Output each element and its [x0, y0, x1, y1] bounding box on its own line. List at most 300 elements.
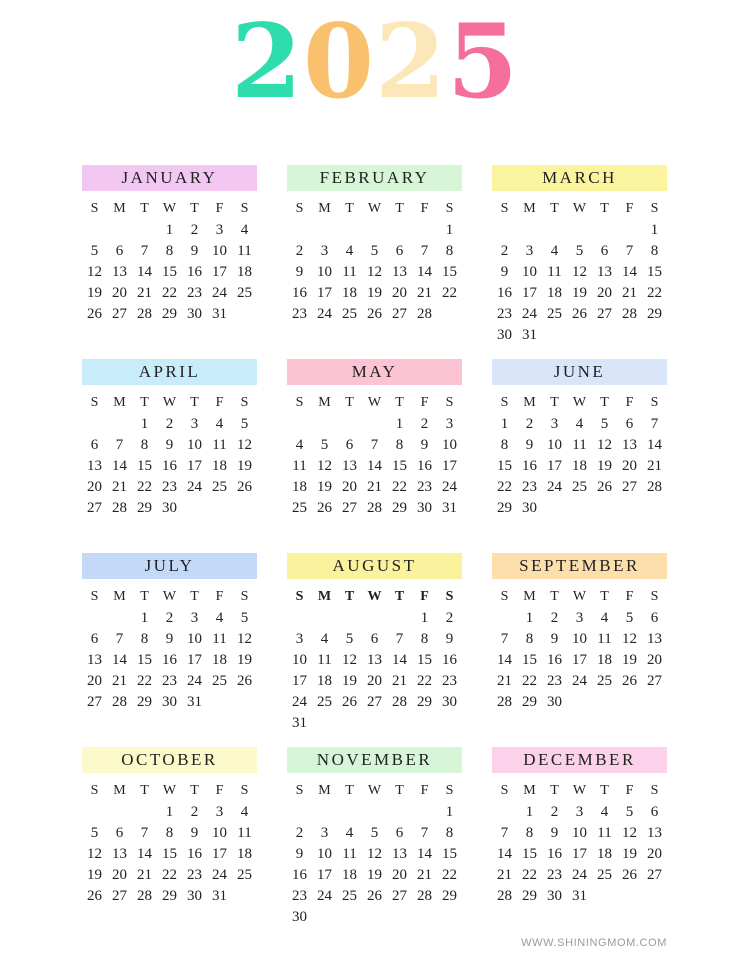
day-cell: 28	[497, 888, 512, 904]
empty-day-cell	[82, 608, 107, 629]
day-cell: 17	[442, 458, 457, 474]
day-cell: 19	[622, 652, 637, 668]
day-cell: 24	[547, 479, 562, 495]
empty-day-cell	[617, 886, 642, 907]
day-cell: 5	[370, 243, 379, 259]
day-cell: 24	[317, 306, 332, 322]
day-cell: 17	[187, 652, 202, 668]
empty-day-cell	[592, 886, 617, 907]
day-cell: 2	[420, 416, 429, 432]
day-cell: 10	[442, 437, 457, 453]
day-cell: 23	[187, 867, 202, 883]
day-cell: 20	[367, 673, 382, 689]
empty-day-cell	[287, 802, 312, 823]
day-cell: 13	[392, 264, 407, 280]
empty-day-cell	[362, 608, 387, 629]
empty-day-cell	[362, 414, 387, 435]
day-cell: 15	[442, 264, 457, 280]
day-cell: 1	[445, 222, 454, 238]
day-of-week-header: S	[90, 201, 99, 216]
day-cell: 10	[572, 631, 587, 647]
day-of-week-header: M	[318, 201, 331, 216]
day-of-week-header: T	[190, 589, 199, 604]
empty-day-cell	[617, 498, 642, 519]
day-cell: 31	[522, 327, 537, 343]
day-cell: 2	[190, 804, 199, 820]
day-cell: 8	[445, 825, 454, 841]
empty-day-cell	[107, 802, 132, 823]
empty-day-cell	[362, 220, 387, 241]
day-cell: 4	[345, 825, 354, 841]
day-cell: 3	[190, 416, 199, 432]
day-cell: 12	[367, 846, 382, 862]
day-cell: 13	[87, 652, 102, 668]
day-cell: 12	[597, 437, 612, 453]
day-cell: 16	[292, 867, 307, 883]
day-cell: 24	[212, 867, 227, 883]
empty-day-cell	[362, 802, 387, 823]
empty-day-cell	[617, 220, 642, 241]
day-cell: 28	[417, 888, 432, 904]
day-cell: 2	[550, 804, 559, 820]
day-cell: 3	[320, 825, 329, 841]
month-july	[82, 553, 257, 747]
day-cell: 26	[622, 867, 637, 883]
day-cell: 5	[625, 804, 634, 820]
day-cell: 20	[647, 652, 662, 668]
day-cell: 13	[392, 846, 407, 862]
day-cell: 27	[342, 500, 357, 516]
day-of-week-header: S	[445, 395, 454, 410]
month-banner: APRIL	[82, 359, 257, 385]
day-cell: 10	[212, 243, 227, 259]
day-cell: 5	[240, 610, 249, 626]
empty-day-cell	[107, 608, 132, 629]
month-june	[492, 359, 667, 553]
day-cell: 25	[212, 673, 227, 689]
empty-day-cell	[567, 325, 592, 346]
empty-day-cell	[412, 802, 437, 823]
empty-day-cell	[312, 414, 337, 435]
day-of-week-header: F	[215, 589, 224, 604]
day-cell: 10	[547, 437, 562, 453]
day-cell: 13	[112, 264, 127, 280]
empty-day-cell	[337, 220, 362, 241]
day-cell: 19	[367, 867, 382, 883]
day-cell: 15	[497, 458, 512, 474]
day-cell: 6	[600, 243, 609, 259]
day-cell: 10	[187, 437, 202, 453]
month-day-grid	[82, 779, 257, 907]
year-digit: 2	[231, 2, 304, 122]
year-digit: 0	[303, 2, 375, 122]
day-of-week-header: S	[90, 589, 99, 604]
empty-day-cell	[82, 414, 107, 435]
day-cell: 27	[597, 306, 612, 322]
day-cell: 28	[137, 888, 152, 904]
day-cell: 25	[572, 479, 587, 495]
empty-day-cell	[387, 608, 412, 629]
day-cell: 28	[137, 306, 152, 322]
day-cell: 7	[420, 243, 429, 259]
day-cell: 16	[547, 652, 562, 668]
day-cell: 25	[342, 306, 357, 322]
day-of-week-header: S	[295, 201, 304, 216]
day-cell: 26	[87, 306, 102, 322]
day-cell: 23	[522, 479, 537, 495]
day-of-week-header: M	[523, 783, 536, 798]
day-of-week-header: W	[572, 783, 587, 798]
day-cell: 30	[292, 909, 307, 925]
year-digit: 2	[375, 2, 447, 122]
day-of-week-header: F	[215, 395, 224, 410]
day-cell: 27	[87, 694, 102, 710]
empty-day-cell	[642, 886, 667, 907]
empty-day-cell	[437, 713, 462, 734]
day-cell: 17	[187, 458, 202, 474]
day-cell: 17	[212, 846, 227, 862]
footer-url: WWW.SHININGMOM.COM	[521, 937, 667, 949]
day-cell: 28	[392, 694, 407, 710]
day-of-week-header: F	[420, 589, 429, 604]
day-of-week-header: W	[367, 589, 382, 604]
day-cell: 27	[647, 673, 662, 689]
empty-day-cell	[287, 608, 312, 629]
day-of-week-header: T	[345, 395, 354, 410]
day-cell: 17	[547, 458, 562, 474]
day-cell: 30	[547, 888, 562, 904]
day-cell: 1	[650, 222, 659, 238]
day-of-week-header: M	[317, 589, 332, 604]
day-of-week-header: F	[420, 395, 429, 410]
month-day-grid	[492, 197, 667, 346]
day-cell: 25	[237, 867, 252, 883]
empty-day-cell	[232, 692, 257, 713]
day-cell: 14	[497, 652, 512, 668]
empty-day-cell	[287, 220, 312, 241]
day-cell: 24	[572, 673, 587, 689]
day-of-week-header: M	[113, 783, 126, 798]
day-cell: 27	[112, 888, 127, 904]
empty-day-cell	[312, 608, 337, 629]
day-of-week-header: T	[395, 395, 404, 410]
day-cell: 20	[87, 479, 102, 495]
day-cell: 3	[215, 222, 224, 238]
day-cell: 2	[295, 243, 304, 259]
day-of-week-header: F	[420, 783, 429, 798]
day-of-week-header: M	[523, 201, 536, 216]
day-cell: 18	[317, 673, 332, 689]
day-cell: 21	[417, 285, 432, 301]
empty-day-cell	[642, 498, 667, 519]
day-cell: 16	[497, 285, 512, 301]
day-cell: 10	[212, 825, 227, 841]
day-cell: 28	[647, 479, 662, 495]
day-cell: 11	[342, 846, 357, 862]
empty-day-cell	[567, 220, 592, 241]
day-cell: 27	[392, 888, 407, 904]
empty-day-cell	[492, 802, 517, 823]
month-banner: MARCH	[492, 165, 667, 191]
day-cell: 30	[187, 888, 202, 904]
day-cell: 14	[112, 652, 127, 668]
day-of-week-header: M	[523, 395, 536, 410]
day-cell: 7	[115, 437, 124, 453]
empty-day-cell	[617, 325, 642, 346]
day-cell: 30	[187, 306, 202, 322]
day-of-week-header: S	[295, 589, 304, 604]
day-cell: 4	[320, 631, 329, 647]
day-cell: 17	[572, 846, 587, 862]
empty-day-cell	[362, 713, 387, 734]
day-cell: 3	[575, 804, 584, 820]
day-cell: 8	[140, 437, 149, 453]
day-cell: 6	[650, 804, 659, 820]
day-cell: 6	[395, 243, 404, 259]
day-cell: 20	[112, 285, 127, 301]
day-cell: 16	[547, 846, 562, 862]
day-of-week-header: S	[500, 783, 509, 798]
day-cell: 16	[162, 652, 177, 668]
month-banner: MAY	[287, 359, 462, 385]
month-november	[287, 747, 462, 941]
day-of-week-header: T	[394, 589, 405, 604]
month-day-grid	[287, 585, 462, 734]
day-cell: 10	[572, 825, 587, 841]
day-cell: 2	[500, 243, 509, 259]
day-cell: 9	[550, 825, 559, 841]
day-cell: 20	[342, 479, 357, 495]
day-cell: 23	[292, 888, 307, 904]
month-october	[82, 747, 257, 941]
day-cell: 18	[597, 846, 612, 862]
day-cell: 17	[522, 285, 537, 301]
day-cell: 7	[500, 825, 509, 841]
day-cell: 22	[162, 867, 177, 883]
day-cell: 29	[497, 500, 512, 516]
day-cell: 11	[597, 825, 612, 841]
day-cell: 8	[395, 437, 404, 453]
day-cell: 15	[137, 458, 152, 474]
day-cell: 29	[162, 888, 177, 904]
month-banner: DECEMBER	[492, 747, 667, 773]
empty-day-cell	[387, 907, 412, 928]
day-of-week-header: S	[240, 783, 249, 798]
day-cell: 21	[367, 479, 382, 495]
day-cell: 30	[522, 500, 537, 516]
day-cell: 18	[237, 264, 252, 280]
day-of-week-header: F	[215, 783, 224, 798]
day-cell: 17	[317, 867, 332, 883]
day-cell: 23	[497, 306, 512, 322]
day-cell: 9	[550, 631, 559, 647]
day-cell: 18	[292, 479, 307, 495]
day-cell: 1	[525, 610, 534, 626]
day-cell: 25	[292, 500, 307, 516]
day-of-week-header: T	[140, 589, 149, 604]
day-cell: 21	[622, 285, 637, 301]
day-of-week-header: S	[650, 783, 659, 798]
day-cell: 16	[522, 458, 537, 474]
day-cell: 16	[442, 652, 457, 668]
day-cell: 7	[115, 631, 124, 647]
day-cell: 7	[140, 243, 149, 259]
empty-day-cell	[337, 608, 362, 629]
empty-day-cell	[492, 220, 517, 241]
day-cell: 8	[500, 437, 509, 453]
day-cell: 29	[392, 500, 407, 516]
day-cell: 30	[162, 500, 177, 516]
day-cell: 12	[572, 264, 587, 280]
day-of-week-header: W	[572, 395, 587, 410]
day-cell: 8	[650, 243, 659, 259]
day-cell: 1	[420, 610, 429, 626]
day-of-week-header: T	[395, 201, 404, 216]
day-cell: 14	[622, 264, 637, 280]
day-of-week-header: T	[190, 783, 199, 798]
day-cell: 16	[417, 458, 432, 474]
day-cell: 9	[190, 825, 199, 841]
day-cell: 11	[212, 631, 227, 647]
day-cell: 9	[165, 631, 174, 647]
month-banner: SEPTEMBER	[492, 553, 667, 579]
day-cell: 22	[417, 673, 432, 689]
day-cell: 10	[522, 264, 537, 280]
day-cell: 19	[597, 458, 612, 474]
day-cell: 12	[342, 652, 357, 668]
day-cell: 15	[647, 264, 662, 280]
day-of-week-header: S	[445, 201, 454, 216]
empty-day-cell	[362, 907, 387, 928]
day-cell: 11	[547, 264, 562, 280]
day-cell: 17	[292, 673, 307, 689]
day-of-week-header: S	[445, 783, 454, 798]
day-cell: 8	[140, 631, 149, 647]
day-cell: 11	[292, 458, 307, 474]
month-banner: AUGUST	[287, 553, 462, 579]
day-of-week-header: T	[190, 201, 199, 216]
day-cell: 31	[442, 500, 457, 516]
day-cell: 20	[597, 285, 612, 301]
day-cell: 3	[215, 804, 224, 820]
month-march	[492, 165, 667, 359]
day-cell: 10	[317, 264, 332, 280]
month-august	[287, 553, 462, 747]
day-cell: 12	[87, 846, 102, 862]
day-cell: 22	[137, 479, 152, 495]
day-cell: 20	[647, 846, 662, 862]
day-cell: 2	[295, 825, 304, 841]
day-cell: 26	[367, 306, 382, 322]
day-cell: 23	[547, 673, 562, 689]
day-cell: 26	[597, 479, 612, 495]
day-cell: 8	[165, 243, 174, 259]
day-cell: 3	[525, 243, 534, 259]
day-cell: 3	[320, 243, 329, 259]
empty-day-cell	[207, 692, 232, 713]
day-cell: 26	[342, 694, 357, 710]
day-cell: 5	[90, 243, 99, 259]
day-cell: 28	[417, 306, 432, 322]
empty-day-cell	[337, 802, 362, 823]
empty-day-cell	[312, 713, 337, 734]
day-cell: 1	[140, 610, 149, 626]
day-cell: 21	[647, 458, 662, 474]
month-september	[492, 553, 667, 747]
day-cell: 13	[112, 846, 127, 862]
empty-day-cell	[542, 325, 567, 346]
empty-day-cell	[592, 220, 617, 241]
day-cell: 19	[342, 673, 357, 689]
day-cell: 19	[87, 285, 102, 301]
day-of-week-header: M	[113, 201, 126, 216]
day-cell: 20	[112, 867, 127, 883]
day-cell: 14	[367, 458, 382, 474]
day-cell: 7	[140, 825, 149, 841]
day-cell: 1	[445, 804, 454, 820]
day-of-week-header: T	[190, 395, 199, 410]
day-of-week-header: T	[140, 783, 149, 798]
day-cell: 21	[112, 479, 127, 495]
day-cell: 25	[547, 306, 562, 322]
day-cell: 27	[392, 306, 407, 322]
day-cell: 15	[162, 846, 177, 862]
day-of-week-header: S	[500, 589, 509, 604]
month-banner: FEBRUARY	[287, 165, 462, 191]
month-banner: NOVEMBER	[287, 747, 462, 773]
day-cell: 25	[317, 694, 332, 710]
day-cell: 24	[292, 694, 307, 710]
day-cell: 30	[547, 694, 562, 710]
day-of-week-header: W	[162, 201, 177, 216]
day-cell: 23	[547, 867, 562, 883]
empty-day-cell	[337, 414, 362, 435]
day-cell: 29	[442, 888, 457, 904]
day-cell: 1	[140, 416, 149, 432]
empty-day-cell	[337, 907, 362, 928]
month-day-grid	[287, 197, 462, 325]
day-cell: 11	[212, 437, 227, 453]
day-of-week-header: T	[600, 783, 609, 798]
day-cell: 27	[367, 694, 382, 710]
day-cell: 5	[345, 631, 354, 647]
day-cell: 14	[417, 264, 432, 280]
day-cell: 24	[212, 285, 227, 301]
empty-day-cell	[232, 886, 257, 907]
day-cell: 12	[237, 437, 252, 453]
empty-day-cell	[312, 802, 337, 823]
day-cell: 13	[87, 458, 102, 474]
empty-day-cell	[107, 220, 132, 241]
day-cell: 4	[345, 243, 354, 259]
day-cell: 15	[417, 652, 432, 668]
day-cell: 28	[497, 694, 512, 710]
day-cell: 4	[240, 804, 249, 820]
day-cell: 24	[187, 673, 202, 689]
day-of-week-header: F	[420, 201, 429, 216]
day-cell: 25	[342, 888, 357, 904]
day-of-week-header: S	[650, 395, 659, 410]
day-cell: 17	[317, 285, 332, 301]
day-cell: 22	[162, 285, 177, 301]
day-cell: 29	[522, 694, 537, 710]
month-day-grid	[82, 197, 257, 325]
day-cell: 12	[622, 825, 637, 841]
empty-day-cell	[412, 907, 437, 928]
empty-day-cell	[337, 713, 362, 734]
day-cell: 21	[497, 867, 512, 883]
day-cell: 31	[212, 888, 227, 904]
